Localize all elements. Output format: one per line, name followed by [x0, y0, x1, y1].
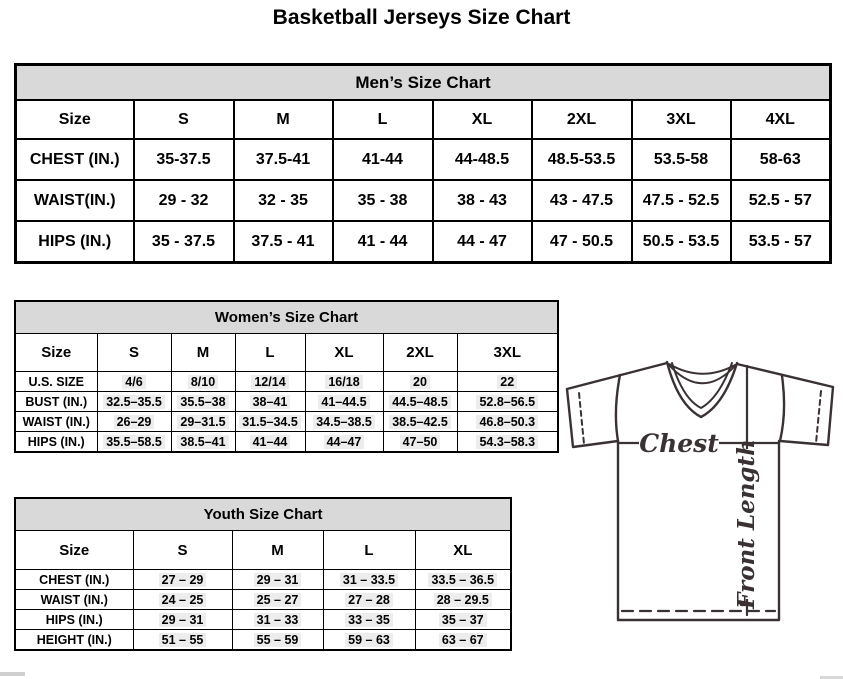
size-value: 37.5-41 [255, 150, 311, 168]
size-value-cell [323, 590, 415, 610]
size-value-cell [134, 180, 234, 221]
size-value-cell [323, 610, 415, 630]
size-value: 35 - 38 [357, 191, 408, 209]
size-value-cell [133, 590, 232, 610]
size-value-cell [433, 139, 532, 180]
size-value-cell [731, 221, 831, 263]
column-header: L [323, 531, 415, 570]
size-chart-grid [14, 300, 559, 453]
size-value-cell [234, 139, 333, 180]
size-value-cell [415, 610, 511, 630]
size-value-cell [433, 180, 532, 221]
column-header: XL [415, 531, 511, 570]
column-header: M [171, 334, 235, 372]
size-value-cell [457, 412, 558, 432]
row-label: WAIST(IN.) [16, 180, 134, 221]
row-label: WAIST (IN.) [15, 412, 97, 432]
row-label: HIPS (IN.) [15, 610, 133, 630]
column-header: XL [433, 100, 532, 139]
size-value: 28 – 29.5 [434, 593, 492, 607]
size-value: 33.5 – 36.5 [428, 573, 497, 587]
size-value: 55 – 59 [254, 633, 302, 647]
chest-label: Chest [639, 429, 719, 458]
column-header: M [232, 531, 323, 570]
jersey-diagram-svg [557, 353, 843, 645]
size-value: 41 - 44 [357, 232, 408, 250]
size-value-cell [532, 139, 632, 180]
size-value-cell [235, 372, 305, 392]
size-value-cell [323, 630, 415, 651]
size-value-cell [134, 139, 234, 180]
size-value-cell [232, 610, 323, 630]
size-row-label: Size [15, 531, 133, 570]
size-value-cell [171, 432, 235, 453]
size-value: 52.5 - 57 [748, 191, 812, 209]
size-value-cell [383, 432, 457, 453]
size-value-cell [235, 432, 305, 453]
size-value: 20 [410, 375, 430, 389]
size-value-cell [134, 221, 234, 263]
size-value-cell [171, 392, 235, 412]
table-title: Youth Size Chart [15, 498, 511, 531]
size-value-cell [383, 412, 457, 432]
size-value: 38–41 [250, 395, 291, 409]
size-value: 41–44 [250, 435, 291, 449]
row-label: HEIGHT (IN.) [15, 630, 133, 651]
column-header: XL [305, 334, 383, 372]
size-value-cell [133, 630, 232, 651]
column-header: 4XL [731, 100, 831, 139]
size-value: 8/10 [188, 375, 218, 389]
column-header: S [134, 100, 234, 139]
size-value: 54.3–58.3 [476, 435, 538, 449]
size-value: 16/18 [325, 375, 362, 389]
size-value: 35.5–58.5 [103, 435, 165, 449]
row-label: BUST (IN.) [15, 392, 97, 412]
size-value: 48.5-53.5 [547, 150, 616, 168]
size-value-cell [305, 392, 383, 412]
size-value-cell [532, 221, 632, 263]
column-header: L [235, 334, 305, 372]
size-value: 44–47 [324, 435, 365, 449]
size-value: 29 – 31 [254, 573, 302, 587]
size-value: 38.5–41 [177, 435, 228, 449]
size-value-cell [234, 180, 333, 221]
jersey-right-cuff-stitch [816, 391, 821, 443]
size-value-cell [323, 570, 415, 590]
size-value-cell [632, 221, 731, 263]
youth-size-chart-table [14, 497, 510, 651]
size-value: 50.5 - 53.5 [642, 232, 720, 250]
size-value: 27 – 28 [345, 593, 393, 607]
row-label: CHEST (IN.) [16, 139, 134, 180]
size-value-cell [632, 139, 731, 180]
column-header: 2XL [383, 334, 457, 372]
size-value: 44.5–48.5 [389, 395, 451, 409]
size-value: 37.5 - 41 [251, 232, 315, 250]
size-value-cell [171, 372, 235, 392]
row-label: CHEST (IN.) [15, 570, 133, 590]
size-value-cell [731, 139, 831, 180]
size-value-cell [305, 412, 383, 432]
size-value-cell [235, 412, 305, 432]
size-value-cell [383, 392, 457, 412]
size-value: 58-63 [759, 150, 801, 168]
size-value: 4/6 [122, 375, 145, 389]
mens-size-chart-table [14, 63, 829, 264]
size-value-cell [415, 590, 511, 610]
size-value: 47–50 [400, 435, 441, 449]
size-value-cell [333, 221, 433, 263]
size-value: 33 – 35 [345, 613, 393, 627]
table-title: Women’s Size Chart [15, 301, 558, 334]
size-value: 53.5-58 [653, 150, 709, 168]
size-value: 51 – 55 [159, 633, 207, 647]
jersey-vneck-outer [667, 362, 737, 417]
size-value: 32.5–35.5 [103, 395, 165, 409]
size-value: 46.8–50.3 [476, 415, 538, 429]
jersey-collar-back-arc [669, 364, 735, 374]
size-value-cell [457, 392, 558, 412]
size-value: 41–44.5 [318, 395, 369, 409]
size-value-cell [171, 412, 235, 432]
column-header: 3XL [457, 334, 558, 372]
size-value-cell [457, 432, 558, 453]
size-value: 35.5–38 [177, 395, 228, 409]
size-value: 38.5–42.5 [389, 415, 451, 429]
size-value: 31.5–34.5 [239, 415, 301, 429]
row-label: U.S. SIZE [15, 372, 97, 392]
column-header: S [97, 334, 171, 372]
size-value-cell [632, 180, 731, 221]
size-value-cell [232, 590, 323, 610]
size-value-cell [97, 412, 171, 432]
size-value: 34.5–38.5 [313, 415, 375, 429]
womens-size-chart-table [14, 300, 557, 453]
column-header: L [333, 100, 433, 139]
size-value-cell [383, 372, 457, 392]
size-value: 27 – 29 [159, 573, 207, 587]
jersey-left-armhole-seam [616, 375, 620, 441]
size-value: 29 – 31 [159, 613, 207, 627]
size-value: 29–31.5 [177, 415, 228, 429]
size-value-cell [232, 570, 323, 590]
size-value-cell [305, 432, 383, 453]
column-header: S [133, 531, 232, 570]
size-value: 59 – 63 [345, 633, 393, 647]
size-value-cell [133, 570, 232, 590]
size-value: 24 – 25 [159, 593, 207, 607]
size-value-cell [235, 392, 305, 412]
size-value-cell [97, 432, 171, 453]
page-title: Basketball Jerseys Size Chart [272, 6, 571, 29]
size-value: 31 – 33 [254, 613, 302, 627]
size-chart-grid [14, 63, 832, 264]
size-value-cell [532, 180, 632, 221]
row-label: HIPS (IN.) [15, 432, 97, 453]
table-title: Men’s Size Chart [16, 65, 831, 101]
front-length-label: Front Length [733, 439, 760, 609]
size-value: 53.5 - 57 [748, 232, 812, 250]
size-value: 32 - 35 [258, 191, 308, 209]
size-value-cell [433, 221, 532, 263]
size-value: 44 - 47 [457, 232, 507, 250]
size-value: 38 - 43 [457, 191, 507, 209]
size-value-cell [731, 180, 831, 221]
size-value-cell [234, 221, 333, 263]
size-value: 22 [497, 375, 517, 389]
size-value-cell [232, 630, 323, 651]
size-value-cell [415, 570, 511, 590]
scrollbar-fragment-left [0, 672, 25, 676]
size-value: 41-44 [362, 150, 403, 168]
size-value: 31 – 33.5 [340, 573, 398, 587]
size-value: 35 - 37.5 [151, 232, 216, 250]
size-value-cell [133, 610, 232, 630]
size-row-label: Size [15, 334, 97, 372]
size-value: 12/14 [251, 375, 288, 389]
size-value-cell [415, 630, 511, 651]
jersey-right-armhole-seam [780, 376, 784, 441]
size-value: 52.8–56.5 [476, 395, 538, 409]
size-value: 25 – 27 [254, 593, 302, 607]
column-header: 2XL [532, 100, 632, 139]
row-label: WAIST (IN.) [15, 590, 133, 610]
size-value: 47.5 - 52.5 [642, 191, 720, 209]
size-value: 35 – 37 [439, 613, 487, 627]
size-value-cell [97, 372, 171, 392]
size-value: 26–29 [114, 415, 155, 429]
jersey-measurement-diagram [557, 353, 843, 645]
size-value: 63 – 67 [439, 633, 487, 647]
size-value: 47 - 50.5 [549, 232, 614, 250]
size-value-cell [333, 139, 433, 180]
row-label: HIPS (IN.) [16, 221, 134, 263]
size-value: 29 - 32 [158, 191, 209, 209]
size-row-label: Size [16, 100, 134, 139]
size-value-cell [305, 372, 383, 392]
size-value: 44-48.5 [454, 150, 510, 168]
size-value-cell [97, 392, 171, 412]
size-value: 43 - 47.5 [549, 191, 614, 209]
column-header: 3XL [632, 100, 731, 139]
size-value: 35-37.5 [156, 150, 211, 168]
column-header: M [234, 100, 333, 139]
size-value-cell [333, 180, 433, 221]
size-chart-grid [14, 497, 512, 651]
jersey-left-cuff-stitch [579, 393, 584, 444]
size-value-cell [457, 372, 558, 392]
